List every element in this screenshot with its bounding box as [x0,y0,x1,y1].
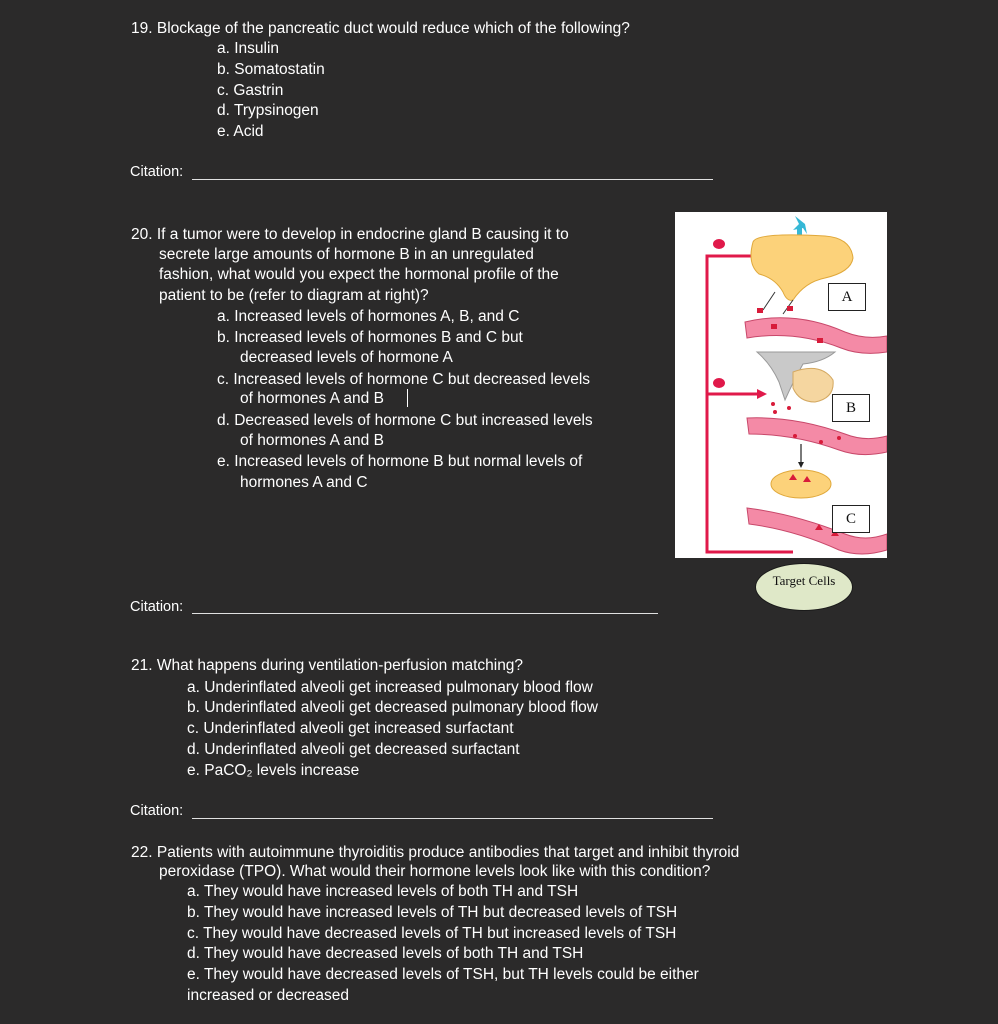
q22-option-a[interactable]: a. They would have increased levels of both TH and TSH [187,883,579,900]
q21-option-c[interactable]: c. Underinflated alveoli get increased surfactant [187,720,514,737]
q20-citation-field[interactable] [192,613,658,614]
q20-stem-line3: fashion, what would you expect the hormonal profile of the [159,266,559,283]
feedback-line-outer [707,256,793,552]
gland-c-shape [771,470,831,498]
gland-b-label: B [832,394,870,422]
feedback-dot-top [713,239,725,249]
q21-option-e[interactable]: e. PaCO₂ levels increase [187,762,360,779]
q20-option-c-cont: of hormones A and B [240,390,384,407]
q20-option-a[interactable]: a. Increased levels of hormones A, B, and C [217,308,520,325]
q20-stem-line1: 20. If a tumor were to develop in endocrine gland B causing it to [131,226,569,243]
q20-option-b-cont: decreased levels of hormone A [240,349,453,366]
q20-option-e-cont: hormones A and C [240,474,368,491]
q20-option-b[interactable]: b. Increased levels of hormones B and C but [217,329,523,346]
q19-stem: 19. Blockage of the pancreatic duct would reduce which of the following? [131,20,630,37]
q19-citation-label: Citation: [130,164,184,180]
blood-vessel-2 [747,418,887,455]
feedback-arrowhead-mid [757,389,767,399]
q22-option-e-cont: increased or decreased [187,987,349,1004]
blood-vessel-1 [745,318,887,354]
q19-option-c[interactable]: c. Gastrin [217,82,284,99]
gland-a-label: A [828,283,866,311]
q21-citation-label: Citation: [130,803,184,819]
q22-option-e[interactable]: e. They would have decreased levels of TSH, but TH levels could be either [187,966,699,983]
gland-c-label: C [832,505,870,533]
q19-option-e[interactable]: e. Acid [217,123,264,140]
q21-citation-field[interactable] [192,818,713,819]
q22-option-c[interactable]: c. They would have decreased levels of TH but increased levels of TSH [187,925,677,942]
gland-b-shape [793,368,833,402]
q19-citation-field[interactable] [192,179,713,180]
q19-option-b[interactable]: b. Somatostatin [217,61,325,78]
q21-option-b[interactable]: b. Underinflated alveoli get decreased pulmonary blood flow [187,699,598,716]
target-cells [755,563,853,611]
q21-stem: 21. What happens during ventilation-perfusion matching? [131,657,524,674]
feedback-dot-mid [713,378,725,388]
q22-option-d[interactable]: d. They would have decreased levels of both TH and TSH [187,945,584,962]
q21-option-a[interactable]: a. Underinflated alveoli get increased pulmonary blood flow [187,679,593,696]
q20-option-d[interactable]: d. Decreased levels of hormone C but increased levels [217,412,593,429]
text-cursor [407,389,408,407]
q22-stem-line1: 22. Patients with autoimmune thyroiditis produce antibodies that target and inhibit thyroid [131,844,740,861]
q21-option-d[interactable]: d. Underinflated alveoli get decreased surfactant [187,741,520,758]
q20-stem-line4: patient to be (refer to diagram at right)? [159,287,429,304]
q22-option-b[interactable]: b. They would have increased levels of TH but decreased levels of TSH [187,904,678,921]
q19-option-a[interactable]: a. Insulin [217,40,280,57]
q20-option-e[interactable]: e. Increased levels of hormone B but normal levels of [217,453,583,470]
q20-stem-line2: secrete large amounts of hormone B in an unregulated [159,246,534,263]
q20-option-c[interactable]: c. Increased levels of hormone C but decreased levels [217,371,591,388]
q19-option-d[interactable]: d. Trypsinogen [217,102,319,119]
target-cells-label: Target Cells [772,573,836,588]
q22-stem-line2: peroxidase (TPO). What would their hormone levels look like with this condition? [159,863,711,880]
q20-option-d-cont: of hormones A and B [240,432,384,449]
endocrine-axis-diagram [675,212,887,558]
q20-citation-label: Citation: [130,599,184,615]
